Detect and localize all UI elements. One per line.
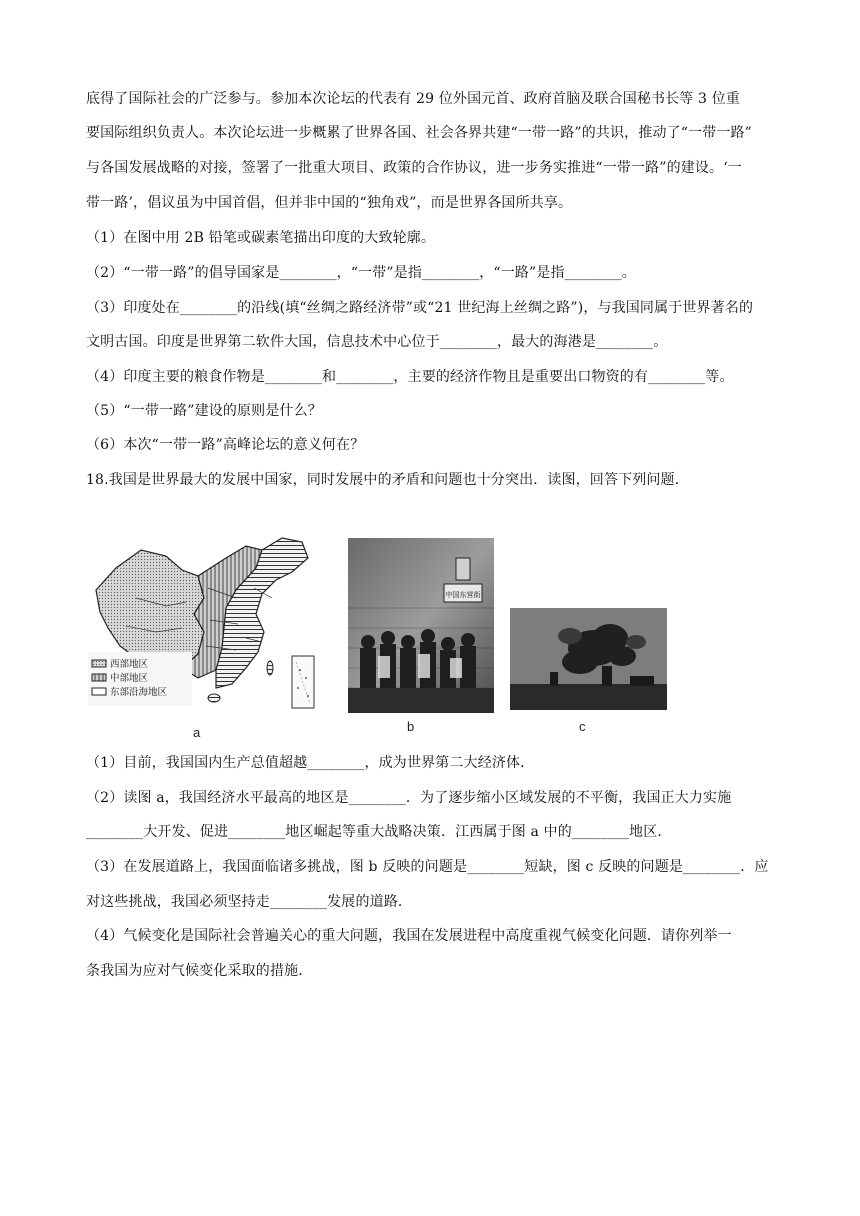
q18-title: 18.我国是世界最大的发展中国家，同时发展中的矛盾和问题也十分突出．读图，回答下列问题． <box>86 472 689 488</box>
q17-item-2: （2）“一带一路”的倡导国家是________，“一带”是指________，“一路”是指________。 <box>86 265 636 281</box>
legend-central-label: 中部地区 <box>110 673 149 684</box>
sign-text: 中国东营街 <box>445 591 481 599</box>
legend-west-label: 西部地区 <box>110 659 149 670</box>
figure-b-caption: b <box>407 719 415 734</box>
pollution-photo-image <box>510 608 667 710</box>
legend-east-label: 东部沿海地区 <box>110 687 168 698</box>
q18-item-3-cont: 对这些挑战，我国必须坚持走________发展的道路． <box>86 894 413 910</box>
figure-c-caption: c <box>579 719 586 734</box>
legend-swatch-east <box>92 688 106 695</box>
south-china-sea-inset <box>292 656 314 708</box>
q17-item-1: （1）在图中用 2B 铅笔或碳素笔描出印度的大致轮廓。 <box>86 230 436 246</box>
q18-item-4-cont: 条我国为应对气候变化采取的措施． <box>86 963 313 979</box>
figure-c-photo <box>510 608 667 710</box>
q18-item-4: （4）气候变化是国际社会普遍关心的重大问题，我国在发展进程中高度重视气候变化问题．请你列举一 <box>86 928 732 944</box>
q18-item-2: （2）读图 a，我国经济水平最高的地区是________．为了逐步缩小区域发展的不平衡，我国正大力实施 <box>86 790 732 806</box>
q17-item-5: （5）“一带一路”建设的原则是什么？ <box>86 403 322 419</box>
legend-swatch-central <box>92 674 106 681</box>
china-region-map <box>86 528 318 718</box>
q17-item-4: （4）印度主要的粮食作物是________和________，主要的经济作物且是重要出口物资的有________等。 <box>86 369 734 385</box>
figure-a-map <box>86 528 318 718</box>
intro-line-4: 带一路’，倡议虽为中国首倡，但并非中国的“独角戏”，而是世界各国所共享。 <box>86 195 573 211</box>
intro-line-1: 底得了国际社会的广泛参与。参加本次论坛的代表有 29 位外国元首、政府首脑及联合国秘书长等 3 位重 <box>86 91 741 107</box>
figure-b-photo <box>348 538 494 713</box>
q17-item-3-cont: 文明古国。印度是世界第二软件大国，信息技术中心位于________，最大的海港是________。 <box>86 334 668 350</box>
q18-item-1: （1）目前，我国国内生产总值超越________，成为世界第二大经济体． <box>86 755 535 771</box>
q18-item-3: （3）在发展道路上，我国面临诸多挑战，图 b 反映的问题是________短缺，图 c 反映的问题是________．应 <box>86 859 769 875</box>
q17-item-6: （6）本次“一带一路”高峰论坛的意义何在？ <box>86 437 365 453</box>
figure-a-caption: a <box>193 725 201 740</box>
legend-swatch-west <box>92 660 106 667</box>
q18-item-2-cont: ________大开发、促进________地区崛起等重大战略决策．江西属于图 a 中的________地区． <box>86 824 672 840</box>
q17-item-3: （3）印度处在________的沿线(填“丝绸之路经济带”或“21 世纪海上丝绸之路”)，与我国同属于世界著名的 <box>86 300 754 316</box>
intro-line-3: 与各国发展战略的对接，签署了一批重大项目、政策的合作协议，进一步务实推进“一带一路”的建设。‘一 <box>86 160 742 176</box>
crowd-photo-image <box>348 538 494 713</box>
intro-line-2: 要国际组织负责人。本次论坛进一步概累了世界各国、社会各界共建“一带一路”的共识，推动了“一带一路” <box>86 125 752 141</box>
